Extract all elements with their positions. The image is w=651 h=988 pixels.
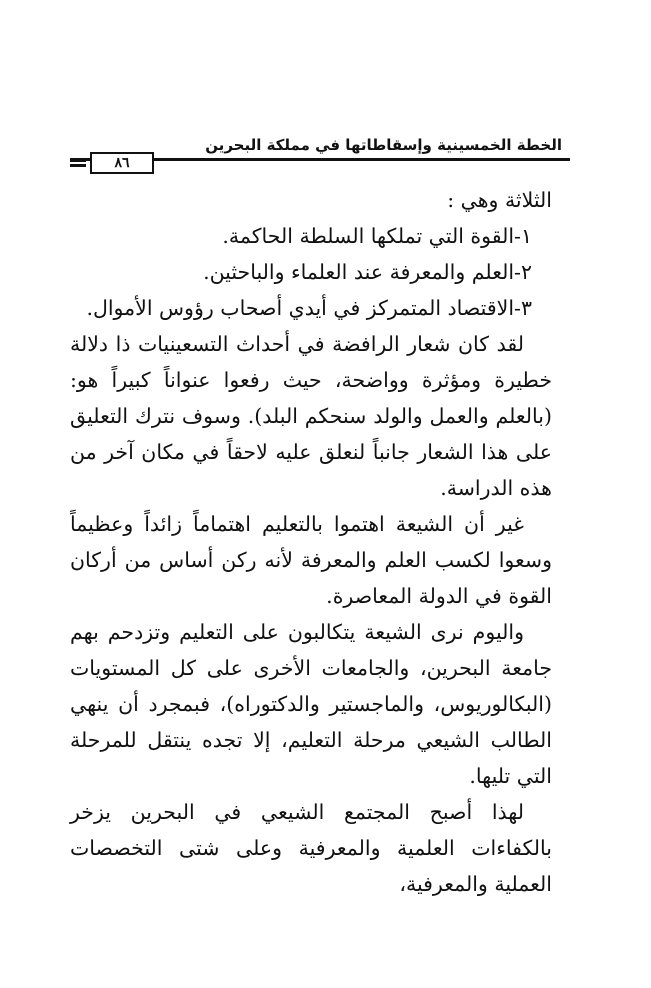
paragraph-intro: الثلاثة وهي : [447,188,552,212]
double-bar-ornament [70,152,90,172]
body-text [70,182,552,902]
list-item-2: ٢-العلم والمعرفة عند العلماء والباحثين. [203,260,532,284]
book-title: الخطة الخمسينية وإسقاطاتها في مملكة البحرين [205,136,562,154]
page-number: ٨٦ [90,152,154,174]
paragraph-education: غير أن الشيعة اهتموا بالتعليم اهتماماً زائداً وعظيماً وسعوا لكسب العلم والمعرفة لأنه ركن أساس من أركان القوة في الدولة المعاصرة. [70,512,552,608]
running-header [70,134,570,174]
paragraph-competencies: لهذا أصبح المجتمع الشيعي في البحرين يزخر بالكفاءات العلمية والمعرفية وعلى شتى التخصصات العملية والمعرفية، [70,800,552,896]
list-item-1: ١-القوة التي تملكها السلطة الحاكمة. [222,224,532,248]
paragraph-universities: واليوم نرى الشيعة يتكالبون على التعليم وتزدحم بهم جامعة البحرين، والجامعات الأخرى على كل المستويات (البكالوريوس، والماجستير والدكتوراه)، فبمجرد أن ينهي الطالب الشيعي مرحلة التعليم، إلا تجده ينتقل للمرحلة التي تليها. [70,620,552,788]
list-item-3: ٣-الاقتصاد المتمركز في أيدي أصحاب رؤوس الأموال. [86,296,532,320]
paragraph-slogan: لقد كان شعار الرافضة في أحداث التسعينيات ذا دلالة خطيرة ومؤثرة وواضحة، حيث رفعوا عنواناً كبيراً هو: (بالعلم والعمل والولد سنحكم البلد). وسوف نترك التعليق على هذا الشعار جانباً لنعلق عليه لاحقاً في مكان آخر من هذه الدراسة. [70,332,552,500]
page-number-marker [70,152,154,172]
